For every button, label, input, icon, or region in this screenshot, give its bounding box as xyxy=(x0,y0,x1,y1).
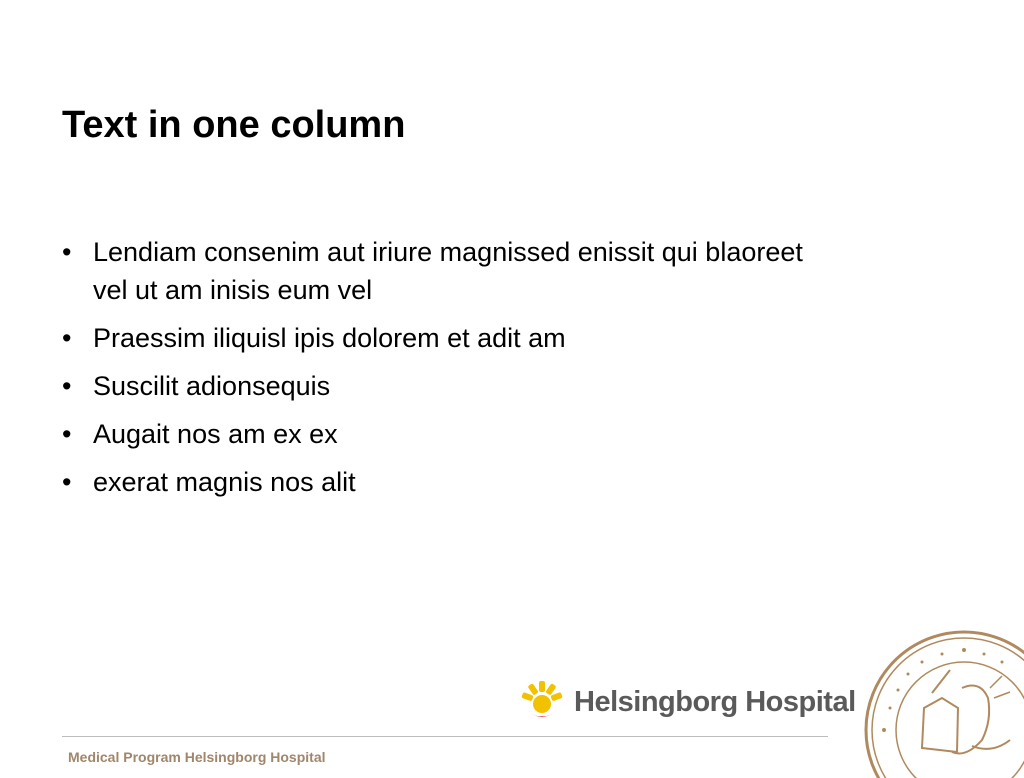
sun-logo-icon xyxy=(520,680,564,724)
bullet-item xyxy=(62,415,842,453)
bullet-icon: • xyxy=(62,467,72,497)
bullet-text: Suscilit adionsequis xyxy=(93,371,331,401)
bullet-icon: • xyxy=(62,419,72,449)
bullet-icon: • xyxy=(62,371,72,401)
hospital-logo xyxy=(520,680,856,724)
logo-text: Helsingborg Hospital xyxy=(574,685,856,718)
footer-divider xyxy=(62,736,828,737)
bullet-list xyxy=(62,233,842,511)
slide-title: Text in one column xyxy=(62,104,406,146)
bullet-item xyxy=(62,319,842,357)
bullet-text: Augait nos am ex ex xyxy=(93,419,338,449)
bullet-item xyxy=(62,463,842,501)
bullet-icon: • xyxy=(62,323,72,353)
bullet-text: exerat magnis nos alit xyxy=(93,467,356,497)
footer-text: Medical Program Helsingborg Hospital xyxy=(68,749,326,765)
bullet-text: Lendiam consenim aut iriure magnissed enissit qui blaoreet vel ut am inisis eum vel xyxy=(93,237,803,305)
university-seal-icon xyxy=(862,628,1024,778)
bullet-item xyxy=(62,367,842,405)
bullet-icon: • xyxy=(62,237,72,267)
bullet-text: Praessim iliquisl ipis dolorem et adit am xyxy=(93,323,566,353)
bullet-item xyxy=(62,233,842,309)
